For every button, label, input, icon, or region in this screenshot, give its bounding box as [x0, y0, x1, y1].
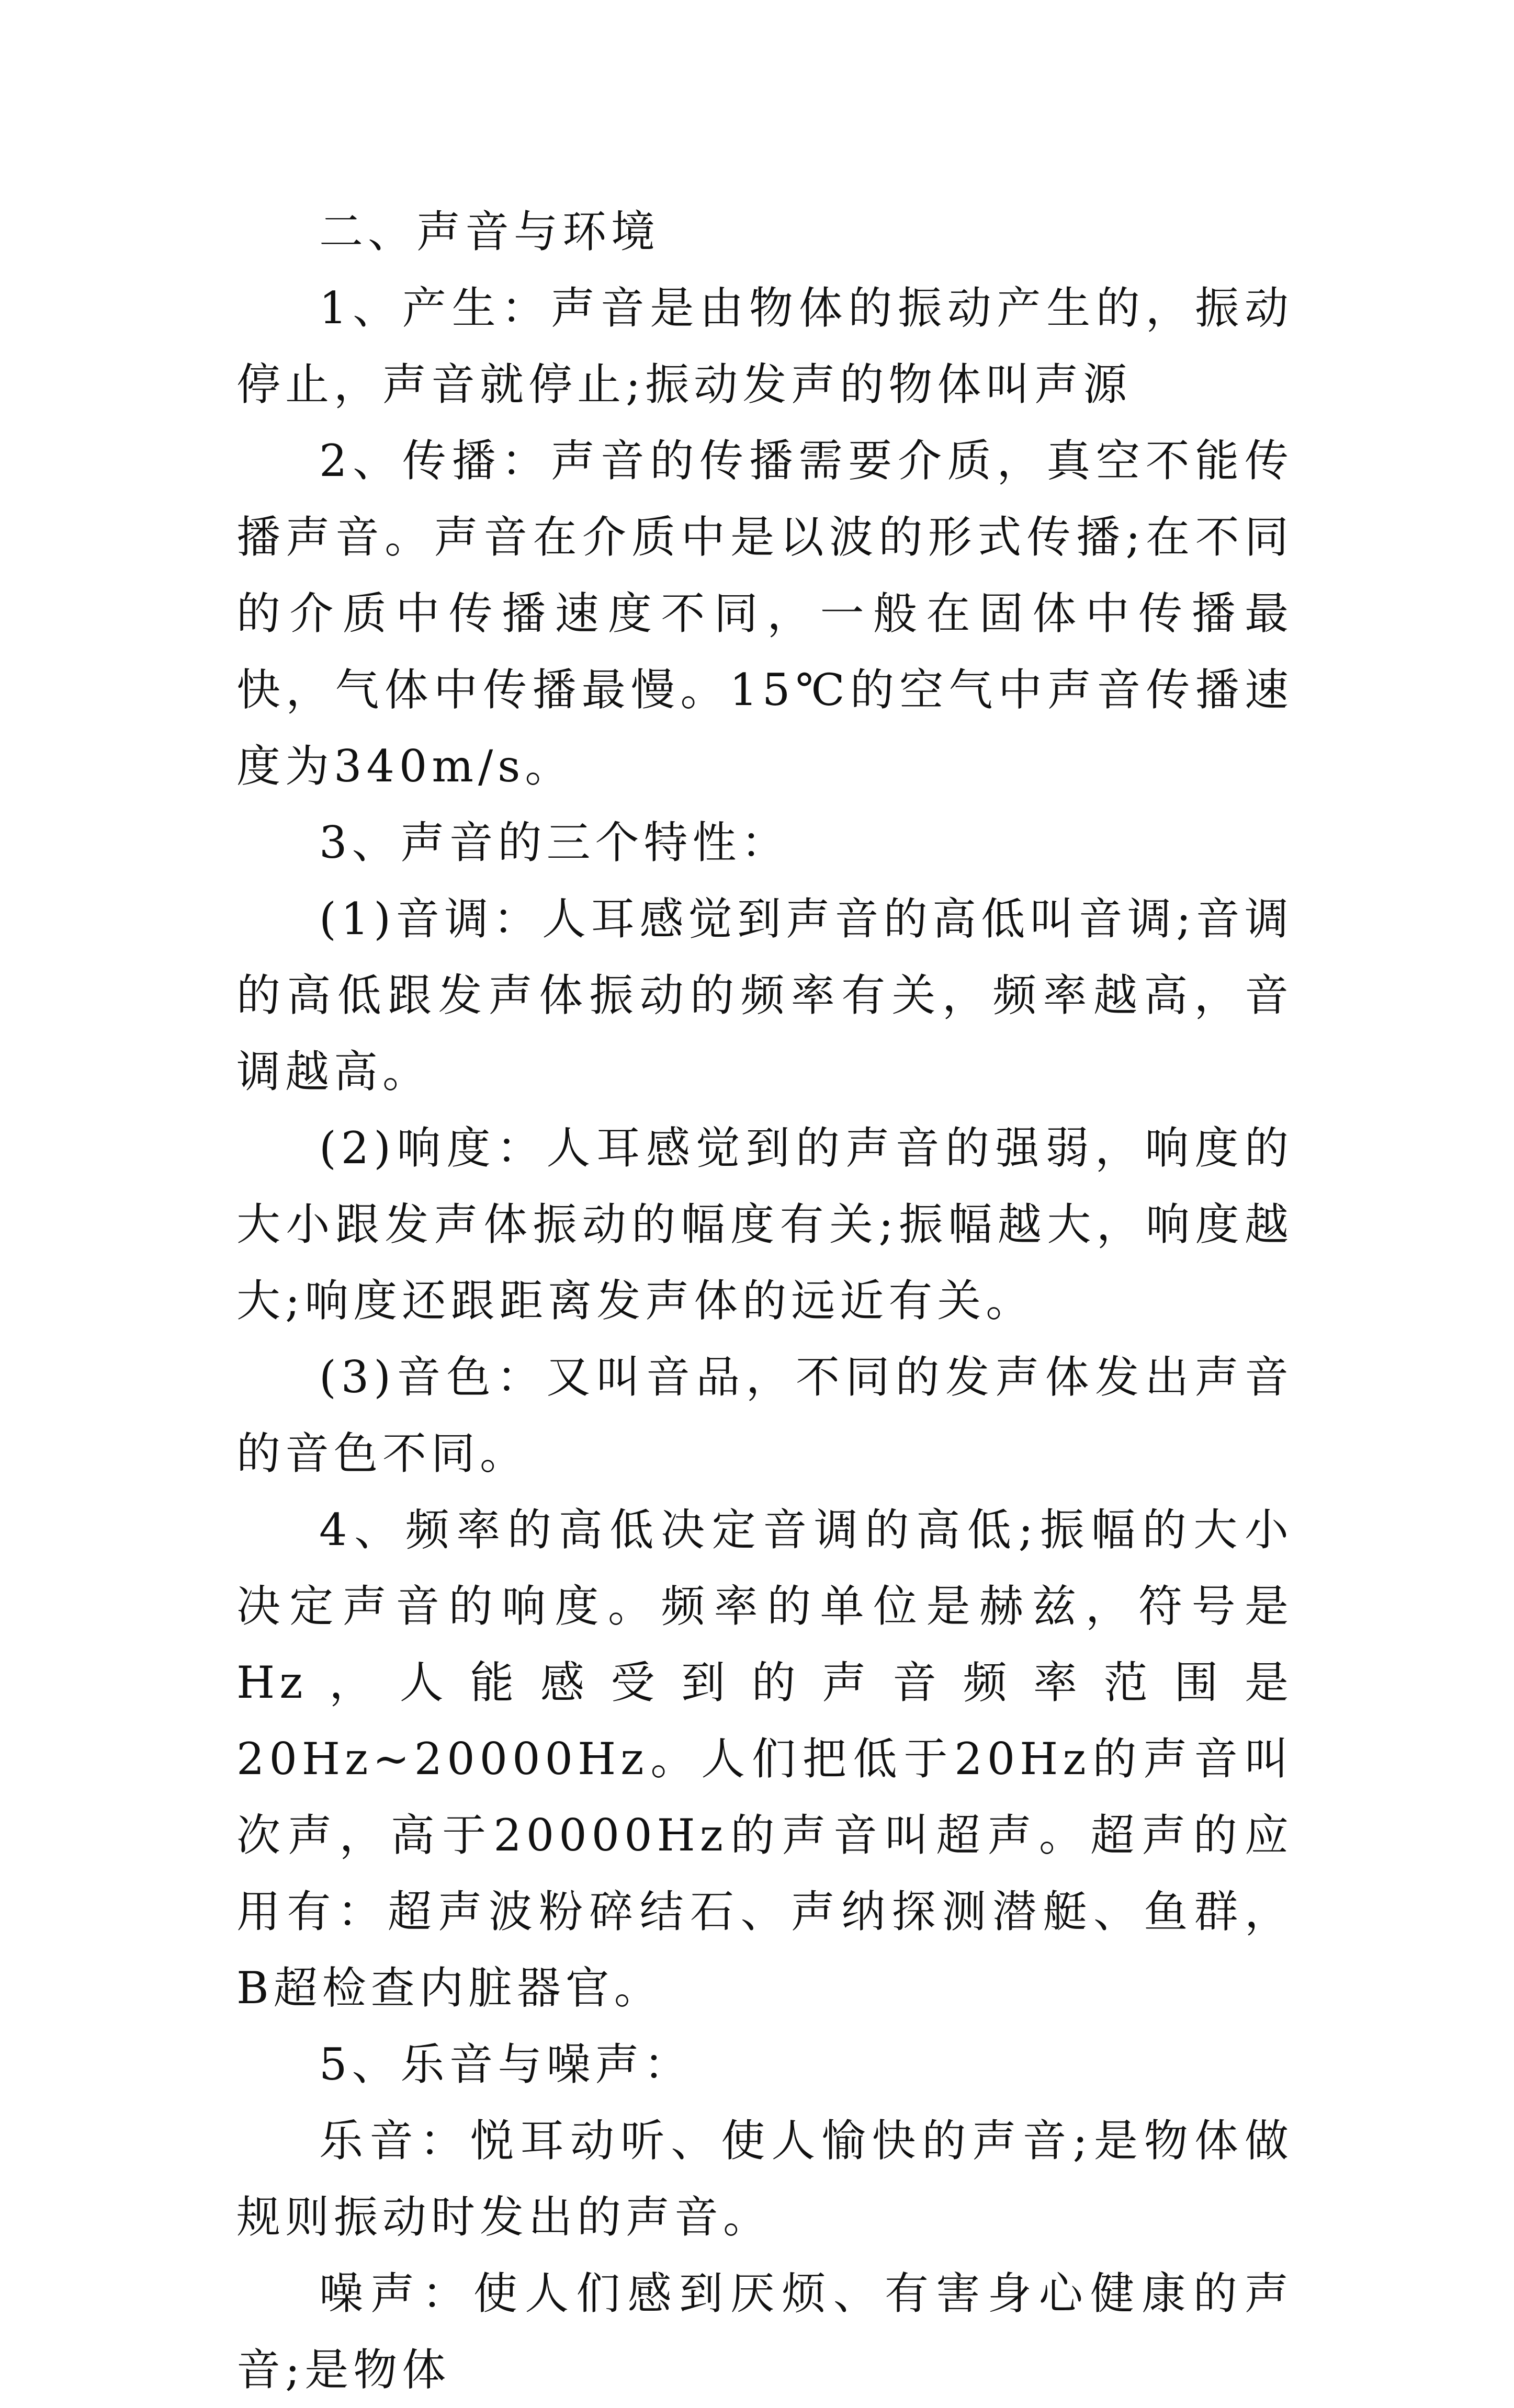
paragraph-propagation: 2、传播：声音的传播需要介质，真空不能传播声音。声音在介质中是以波的形式传播;在不同的介质中传播速度不同，一般在固体中传播最快，气体中传播最慢。15℃的空气中声音传播速度为340m/s。: [236, 435, 1293, 792]
paragraph-music: 乐音：悦耳动听、使人愉快的声音;是物体做规则振动时发出的声音。: [236, 2115, 1293, 2243]
paragraph-music-noise: 5、乐音与噪声：: [319, 2039, 693, 2090]
document-body: [236, 194, 1293, 2408]
paragraph-characteristics: 3、声音的三个特性：: [319, 817, 790, 868]
paragraph-noise: 噪声：使人们感到厌烦、有害身心健康的声音;是物体: [236, 2268, 1293, 2395]
section-heading: 二、声音与环境: [319, 206, 660, 257]
paragraph-timbre: (3)音色：又叫音品，不同的发声体发出声音的音色不同。: [236, 1351, 1293, 1479]
paragraph-loudness: (2)响度：人耳感觉到的声音的强弱，响度的大小跟发声体振动的幅度有关;振幅越大，响度越大;响度还跟距离发声体的远近有关。: [236, 1122, 1293, 1326]
paragraph-production: 1、产生：声音是由物体的振动产生的，振动停止，声音就停止;振动发声的物体叫声源: [236, 282, 1293, 410]
paragraph-pitch: (1)音调：人耳感觉到声音的高低叫音调;音调的高低跟发声体振动的频率有关，频率越高，音调越高。: [236, 893, 1293, 1097]
paragraph-frequency: 4、频率的高低决定音调的高低;振幅的大小决定声音的响度。频率的单位是赫兹，符号是Hz，人能感受到的声音频率范围是20Hz~20000Hz。人们把低于20Hz的声音叫次声，高于20000Hz的声音叫超声。超声的应用有：超声波粉碎结石、声纳探测潜艇、鱼群，B超检查内脏器官。: [236, 1504, 1293, 2014]
